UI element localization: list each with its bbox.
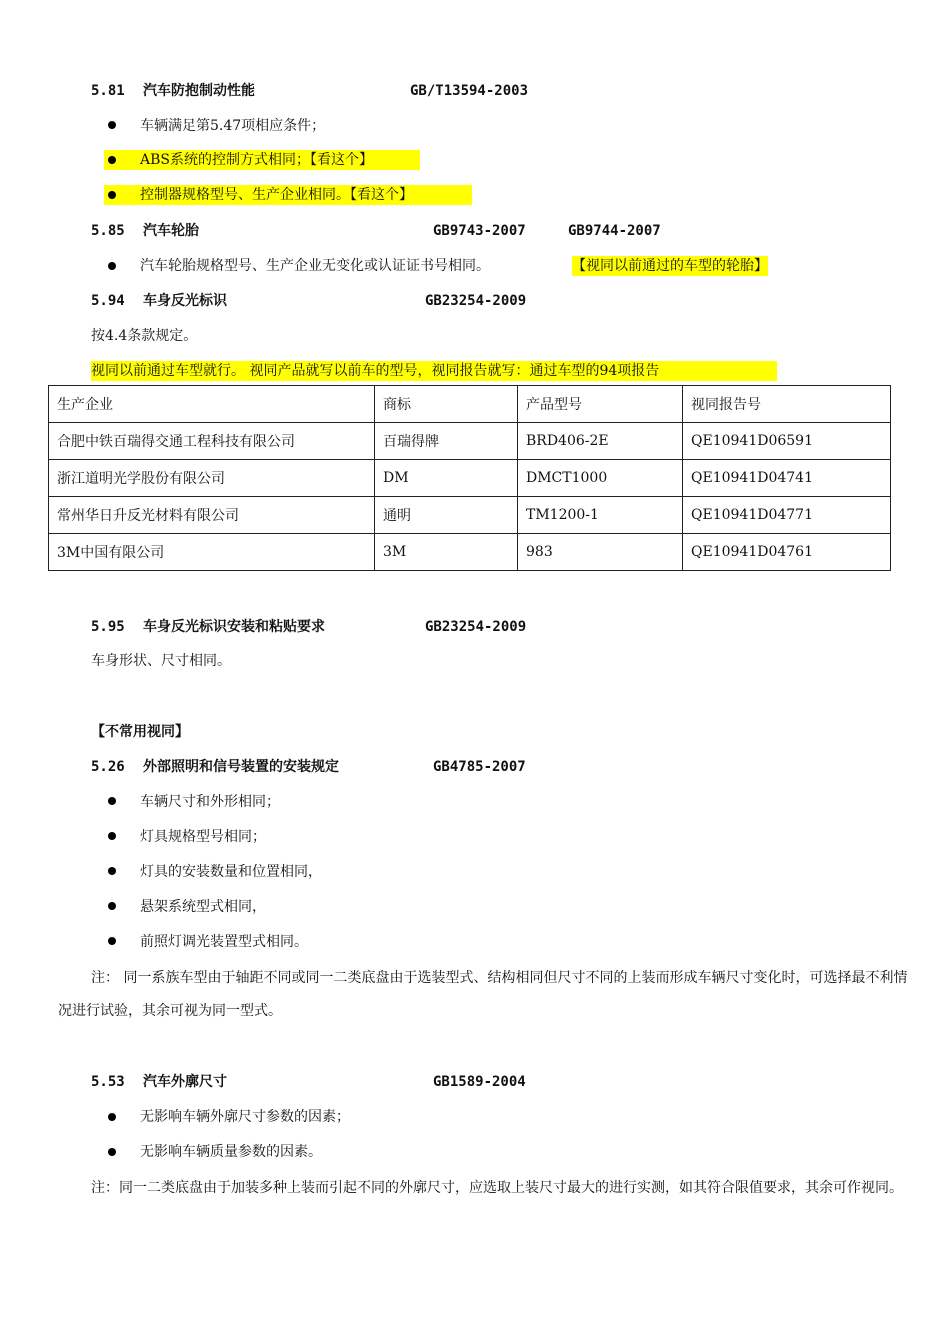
subheading: 【不常用视同】 <box>91 724 189 740</box>
section-title: 外部照明和信号装置的安装规定 <box>143 759 339 775</box>
bullet-icon <box>108 902 116 910</box>
bullet-icon <box>108 191 116 199</box>
list-item: 无影响车辆外廓尺寸参数的因素； <box>140 1109 350 1125</box>
bullet-icon <box>108 262 116 270</box>
standard-code: GB1589-2004 <box>433 1074 526 1090</box>
table-row <box>49 460 891 497</box>
column-header: 生产企业 <box>49 386 375 423</box>
reflective-marking-table <box>48 385 891 571</box>
column-header: 商标 <box>375 386 518 423</box>
table-cell: DMCT1000 <box>518 460 683 497</box>
section-title: 车身反光标识安装和粘贴要求 <box>143 619 325 635</box>
list-item: 灯具规格型号相同； <box>140 829 266 845</box>
table-header-row <box>49 386 891 423</box>
standard-code: GB/T13594-2003 <box>410 83 529 99</box>
column-header: 视同报告号 <box>683 386 891 423</box>
body-text: 按4.4条款规定。 <box>91 328 198 344</box>
section-number: 5.94 <box>91 293 125 309</box>
highlight-note: 【视同以前通过的车型的轮胎】 <box>572 258 768 274</box>
table-cell: TM1200-1 <box>518 497 683 534</box>
table-cell: QE10941D04741 <box>683 460 891 497</box>
standard-code: GB9744-2007 <box>568 223 661 239</box>
section-number: 5.95 <box>91 619 125 635</box>
standard-code: GB9743-2007 <box>433 223 526 239</box>
table-cell: QE10941D04771 <box>683 497 891 534</box>
list-item: 车辆满足第5.47项相应条件； <box>140 118 326 134</box>
section-number: 5.81 <box>91 83 125 99</box>
bullet-icon <box>108 937 116 945</box>
bullet-icon <box>108 156 116 164</box>
table-cell: 常州华日升反光材料有限公司 <box>49 497 375 534</box>
section-title: 车身反光标识 <box>143 293 227 309</box>
section-number: 5.85 <box>91 223 125 239</box>
table-cell: 通明 <box>375 497 518 534</box>
list-item: 前照灯调光装置型式相同。 <box>140 934 308 950</box>
section-number: 5.26 <box>91 759 125 775</box>
list-item: 无影响车辆质量参数的因素。 <box>140 1144 322 1160</box>
table-row <box>49 534 891 571</box>
table-cell: 合肥中铁百瑞得交通工程科技有限公司 <box>49 423 375 460</box>
bullet-icon <box>108 867 116 875</box>
note-paragraph: 注：同一二类底盘由于加装多种上装而引起不同的外廓尺寸，应选取上装尺寸最大的进行实测，如其符合限值要求，其余可作视同。 <box>91 1180 903 1196</box>
table-cell: 浙江道明光学股份有限公司 <box>49 460 375 497</box>
body-text: 车身形状、尺寸相同。 <box>91 653 231 669</box>
table-cell: 百瑞得牌 <box>375 423 518 460</box>
list-item: 控制器规格型号、生产企业相同。【看这个】 <box>140 187 413 203</box>
table-cell: QE10941D04761 <box>683 534 891 571</box>
section-title: 汽车防抱制动性能 <box>143 83 255 99</box>
note-paragraph: 注： 同一系族车型由于轴距不同或同一二类底盘由于选装型式、结构相同但尺寸不同的上装而形成车辆尺寸变化时，可选择最不利情况进行试验，其余可视为同一型式。 <box>58 970 908 1019</box>
standard-code: GB23254-2009 <box>425 619 527 635</box>
list-item: ABS系统的控制方式相同；【看这个】 <box>140 152 373 168</box>
table-cell: QE10941D06591 <box>683 423 891 460</box>
list-item: 汽车轮胎规格型号、生产企业无变化或认证证书号相同。 <box>140 258 490 274</box>
bullet-icon <box>108 832 116 840</box>
list-item: 悬架系统型式相同， <box>140 899 266 915</box>
standard-code: GB4785-2007 <box>433 759 526 775</box>
list-item: 灯具的安装数量和位置相同， <box>140 864 322 880</box>
section-title: 汽车外廓尺寸 <box>143 1074 227 1090</box>
highlight-note: 视同以前通过车型就行。 视同产品就写以前车的型号，视同报告就写：通过车型的94项报告 <box>91 361 777 381</box>
table-cell: 3M <box>375 534 518 571</box>
bullet-icon <box>108 121 116 129</box>
table-row <box>49 497 891 534</box>
section-number: 5.53 <box>91 1074 125 1090</box>
bullet-icon <box>108 1113 116 1121</box>
table-cell: 3M中国有限公司 <box>49 534 375 571</box>
table-cell: DM <box>375 460 518 497</box>
bullet-icon <box>108 1148 116 1156</box>
table-row <box>49 423 891 460</box>
standard-code: GB23254-2009 <box>425 293 527 309</box>
column-header: 产品型号 <box>518 386 683 423</box>
section-title: 汽车轮胎 <box>143 223 199 239</box>
list-item: 车辆尺寸和外形相同； <box>140 794 280 810</box>
table-cell: BRD406-2E <box>518 423 683 460</box>
bullet-icon <box>108 797 116 805</box>
table-cell: 983 <box>518 534 683 571</box>
